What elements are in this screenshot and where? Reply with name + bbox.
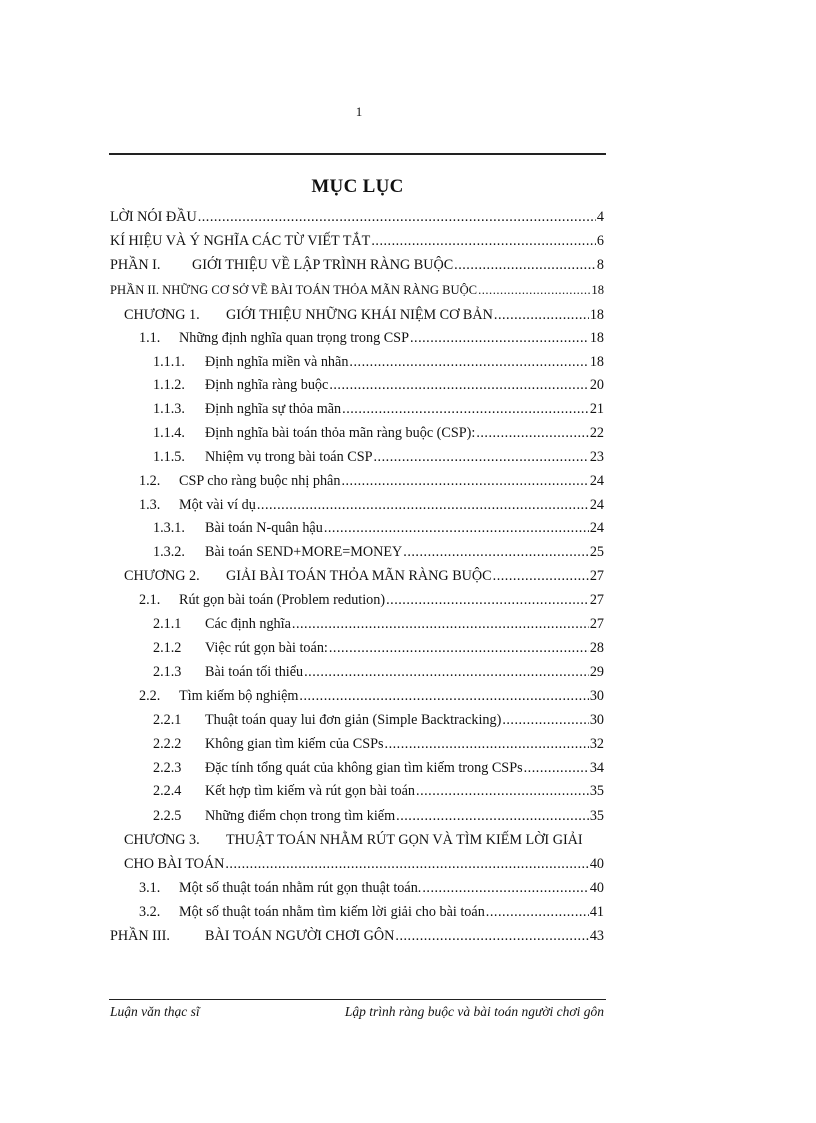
toc-entry-page: 40 [589, 880, 604, 896]
toc-entry-page: 35 [589, 783, 604, 799]
toc-dot-leader [329, 639, 589, 657]
toc-entry-page: 27 [589, 568, 604, 584]
toc-entry-number: PHẦN I. [110, 257, 161, 273]
toc-entry-title: Bài toán tối thiểu [205, 664, 304, 680]
toc-dot-leader [476, 424, 589, 442]
toc-entry-title: Một số thuật toán nhằm rút gọn thuật toán. [179, 880, 422, 896]
toc-entry-title: Định nghĩa ràng buộc [205, 377, 329, 393]
toc-entry-page: 18 [589, 307, 604, 323]
toc-dot-leader [371, 232, 596, 250]
toc-entry-title: PHẦN II. NHỮNG CƠ SỞ VỀ BÀI TOÁN THỎA MÃN RÀNG BUỘC [110, 283, 478, 297]
toc-entry [124, 567, 604, 585]
toc-entry-number: 3.2. [139, 904, 161, 920]
toc-dot-leader [403, 543, 589, 561]
toc-dot-leader [329, 376, 588, 394]
toc-entry [139, 496, 604, 514]
toc-entry [153, 376, 604, 394]
toc-entry-number: 2.2. [139, 688, 161, 704]
toc-entry-page: 6 [596, 233, 604, 249]
footer-thesis-type: Luận văn thạc sĩ [110, 1004, 200, 1019]
toc-dot-leader [493, 567, 589, 585]
toc-entry-title: Bài toán SEND+MORE=MONEY [205, 544, 403, 560]
toc-dot-leader [342, 400, 589, 418]
toc-entry [153, 807, 604, 825]
toc-entry-number: 2.2.2 [153, 736, 182, 752]
toc-entry-page: 18 [589, 330, 604, 346]
toc-entry-page: 4 [596, 209, 604, 225]
footer-thesis-title: Lập trình ràng buộc và bài toán người chơi gôn [344, 1004, 604, 1019]
toc-entry-number: 2.1.1 [153, 616, 182, 632]
toc-dot-leader [292, 615, 589, 633]
toc-entry-number: 1.2. [139, 473, 161, 489]
toc-entry-title: LỜI NÓI ĐẦU [110, 209, 197, 225]
toc-entry-page: 28 [589, 640, 604, 656]
toc-entry-number: 2.2.4 [153, 783, 182, 799]
toc-dot-leader [396, 807, 589, 825]
toc-entry [139, 329, 604, 347]
toc-entry [153, 448, 604, 466]
toc-entry-page: 25 [589, 544, 604, 560]
toc-entry [139, 687, 604, 705]
toc-entry-title: THUẬT TOÁN NHẰM RÚT GỌN VÀ TÌM KIẾM LỜI GIẢI [226, 832, 583, 848]
toc-entry [153, 735, 604, 753]
toc-dot-leader [494, 306, 589, 324]
toc-dot-leader [225, 855, 588, 873]
toc-dot-leader [422, 879, 588, 897]
toc-entry [153, 759, 604, 777]
footer-rule [109, 999, 606, 1000]
toc-entry-number: CHƯƠNG 1. [124, 307, 200, 323]
toc-entry-page: 32 [589, 736, 604, 752]
toc-title: MỤC LỤC [311, 176, 404, 197]
toc-entry-page: 22 [589, 425, 604, 441]
toc-entry [153, 519, 604, 537]
toc-dot-leader [349, 353, 588, 371]
toc-entry [110, 281, 604, 299]
toc-entry-number: 1.3. [139, 497, 161, 513]
toc-entry [124, 306, 604, 324]
toc-entry-title: Nhiệm vụ trong bài toán CSP [205, 449, 373, 465]
toc-entry-page: 29 [589, 664, 604, 680]
toc-entry [153, 639, 604, 657]
toc-entry-title: Những định nghĩa quan trọng trong CSP [179, 330, 409, 346]
toc-dot-leader [454, 256, 596, 274]
toc-entry [110, 232, 604, 250]
toc-entry-number: 1.1.1. [153, 354, 185, 370]
toc-entry [110, 208, 604, 226]
toc-entry-title: CHO BÀI TOÁN [124, 856, 225, 872]
toc-entry-number: 2.1. [139, 592, 161, 608]
toc-entry-page: 24 [589, 473, 604, 489]
toc-dot-leader [198, 208, 596, 226]
toc-entry-title: Một số thuật toán nhằm tìm kiếm lời giải cho bài toán [179, 904, 485, 920]
toc-entry-title: Thuật toán quay lui đơn giản (Simple Backtracking) [205, 712, 502, 728]
toc-entry [110, 256, 604, 274]
toc-entry-title: Một vài ví dụ [179, 497, 256, 513]
toc-entry-title: GIỚI THIỆU NHỮNG KHÁI NIỆM CƠ BẢN [226, 307, 493, 323]
toc-entry-title: Những điểm chọn trong tìm kiếm [205, 808, 396, 824]
toc-entry-page: 30 [589, 712, 604, 728]
toc-entry [153, 424, 604, 442]
toc-entry-number: 2.2.5 [153, 808, 182, 824]
toc-entry-page: 34 [589, 760, 604, 776]
toc-entry-page: 21 [589, 401, 604, 417]
toc-entry [153, 353, 604, 371]
toc-dot-leader [386, 591, 589, 609]
toc-entry-number: 1.3.2. [153, 544, 185, 560]
toc-entry [110, 927, 604, 945]
toc-entry [153, 400, 604, 418]
toc-entry [124, 855, 604, 873]
toc-dot-leader [395, 927, 588, 945]
toc-dot-leader [341, 472, 588, 490]
toc-entry-page: 24 [589, 520, 604, 536]
toc-entry-page: 18 [591, 283, 604, 297]
toc-entry-title: Kết hợp tìm kiếm và rút gọn bài toán [205, 783, 416, 799]
toc-dot-leader [410, 329, 589, 347]
toc-entry-number: 2.1.3 [153, 664, 182, 680]
toc-entry-title: KÍ HIỆU VÀ Ý NGHĨA CÁC TỪ VIẾT TẮT [110, 233, 371, 249]
toc-entry [153, 782, 604, 800]
toc-dot-leader [374, 448, 589, 466]
toc-entry-number: PHẦN III. [110, 928, 170, 944]
toc-entry-title: Định nghĩa sự thỏa mãn [205, 401, 342, 417]
toc-entry [153, 615, 604, 633]
toc-entry-title: Tìm kiếm bộ nghiệm [179, 688, 299, 704]
toc-dot-leader [304, 663, 589, 681]
toc-dot-leader [257, 496, 589, 514]
toc-dot-leader [324, 519, 589, 537]
toc-entry [153, 663, 604, 681]
toc-entry [139, 903, 604, 921]
toc-entry [153, 711, 604, 729]
toc-entry-number: 1.1.5. [153, 449, 185, 465]
toc-entry-page: 41 [589, 904, 604, 920]
toc-entry-number: 1.1.4. [153, 425, 185, 441]
toc-entry-title: Rút gọn bài toán (Problem redution) [179, 592, 386, 608]
toc-entry [139, 879, 604, 897]
toc-entry-title: CSP cho ràng buộc nhị phân [179, 473, 341, 489]
toc-dot-leader [416, 782, 589, 800]
toc-entry-title: Định nghĩa miền và nhãn [205, 354, 349, 370]
toc-entry-title: Không gian tìm kiếm của CSPs [205, 736, 384, 752]
toc-entry-number: CHƯƠNG 3. [124, 832, 200, 848]
toc-entry-page: 27 [589, 616, 604, 632]
toc-entry-number: 2.1.2 [153, 640, 182, 656]
toc-entry-number: 1.1.2. [153, 377, 185, 393]
toc-entry-page: 27 [589, 592, 604, 608]
toc-entry-title: Định nghĩa bài toán thỏa mãn ràng buộc (CSP): [205, 425, 476, 441]
toc-entry-page: 24 [589, 497, 604, 513]
toc-entry-page: 35 [589, 808, 604, 824]
toc-entry-number: 3.1. [139, 880, 161, 896]
toc-entry [139, 472, 604, 490]
toc-entry-title: Việc rút gọn bài toán: [205, 640, 328, 656]
toc-entry-title: GIẢI BÀI TOÁN THỎA MÃN RÀNG BUỘC [226, 568, 492, 584]
toc-entry-page: 20 [589, 377, 604, 393]
toc-dot-leader [524, 759, 589, 777]
toc-entry-title: Đặc tính tổng quát của không gian tìm kiếm trong CSPs [205, 760, 523, 776]
toc-entry-title: BÀI TOÁN NGƯỜI CHƠI GÔN [205, 928, 395, 944]
page-number: 1 [355, 104, 363, 119]
toc-entry-page: 43 [589, 928, 604, 944]
toc-entry-number: 1.1. [139, 330, 161, 346]
toc-entry [153, 543, 604, 561]
toc-entry [124, 831, 604, 849]
toc-entry-page: 8 [596, 257, 604, 273]
toc-entry-title: GIỚI THIỆU VỀ LẬP TRÌNH RÀNG BUỘC [192, 257, 454, 273]
toc-entry-page: 30 [589, 688, 604, 704]
toc-dot-leader [502, 711, 589, 729]
toc-entry-number: 1.1.3. [153, 401, 185, 417]
toc-entry-number: 2.2.3 [153, 760, 182, 776]
toc-entry-page: 23 [589, 449, 604, 465]
toc-entry-page: 40 [589, 856, 604, 872]
toc-entry-number: CHƯƠNG 2. [124, 568, 200, 584]
toc-dot-leader [385, 735, 589, 753]
toc-entry-title: Các định nghĩa [205, 616, 291, 632]
header-rule [109, 153, 606, 155]
toc-dot-leader [486, 903, 589, 921]
toc-entry-number: 1.3.1. [153, 520, 185, 536]
toc-entry-title: Bài toán N-quân hậu [205, 520, 323, 536]
toc-entry-number: 2.2.1 [153, 712, 182, 728]
toc-dot-leader [299, 687, 588, 705]
toc-dot-leader [478, 281, 590, 299]
toc-entry-page: 18 [589, 354, 604, 370]
toc-entry [139, 591, 604, 609]
